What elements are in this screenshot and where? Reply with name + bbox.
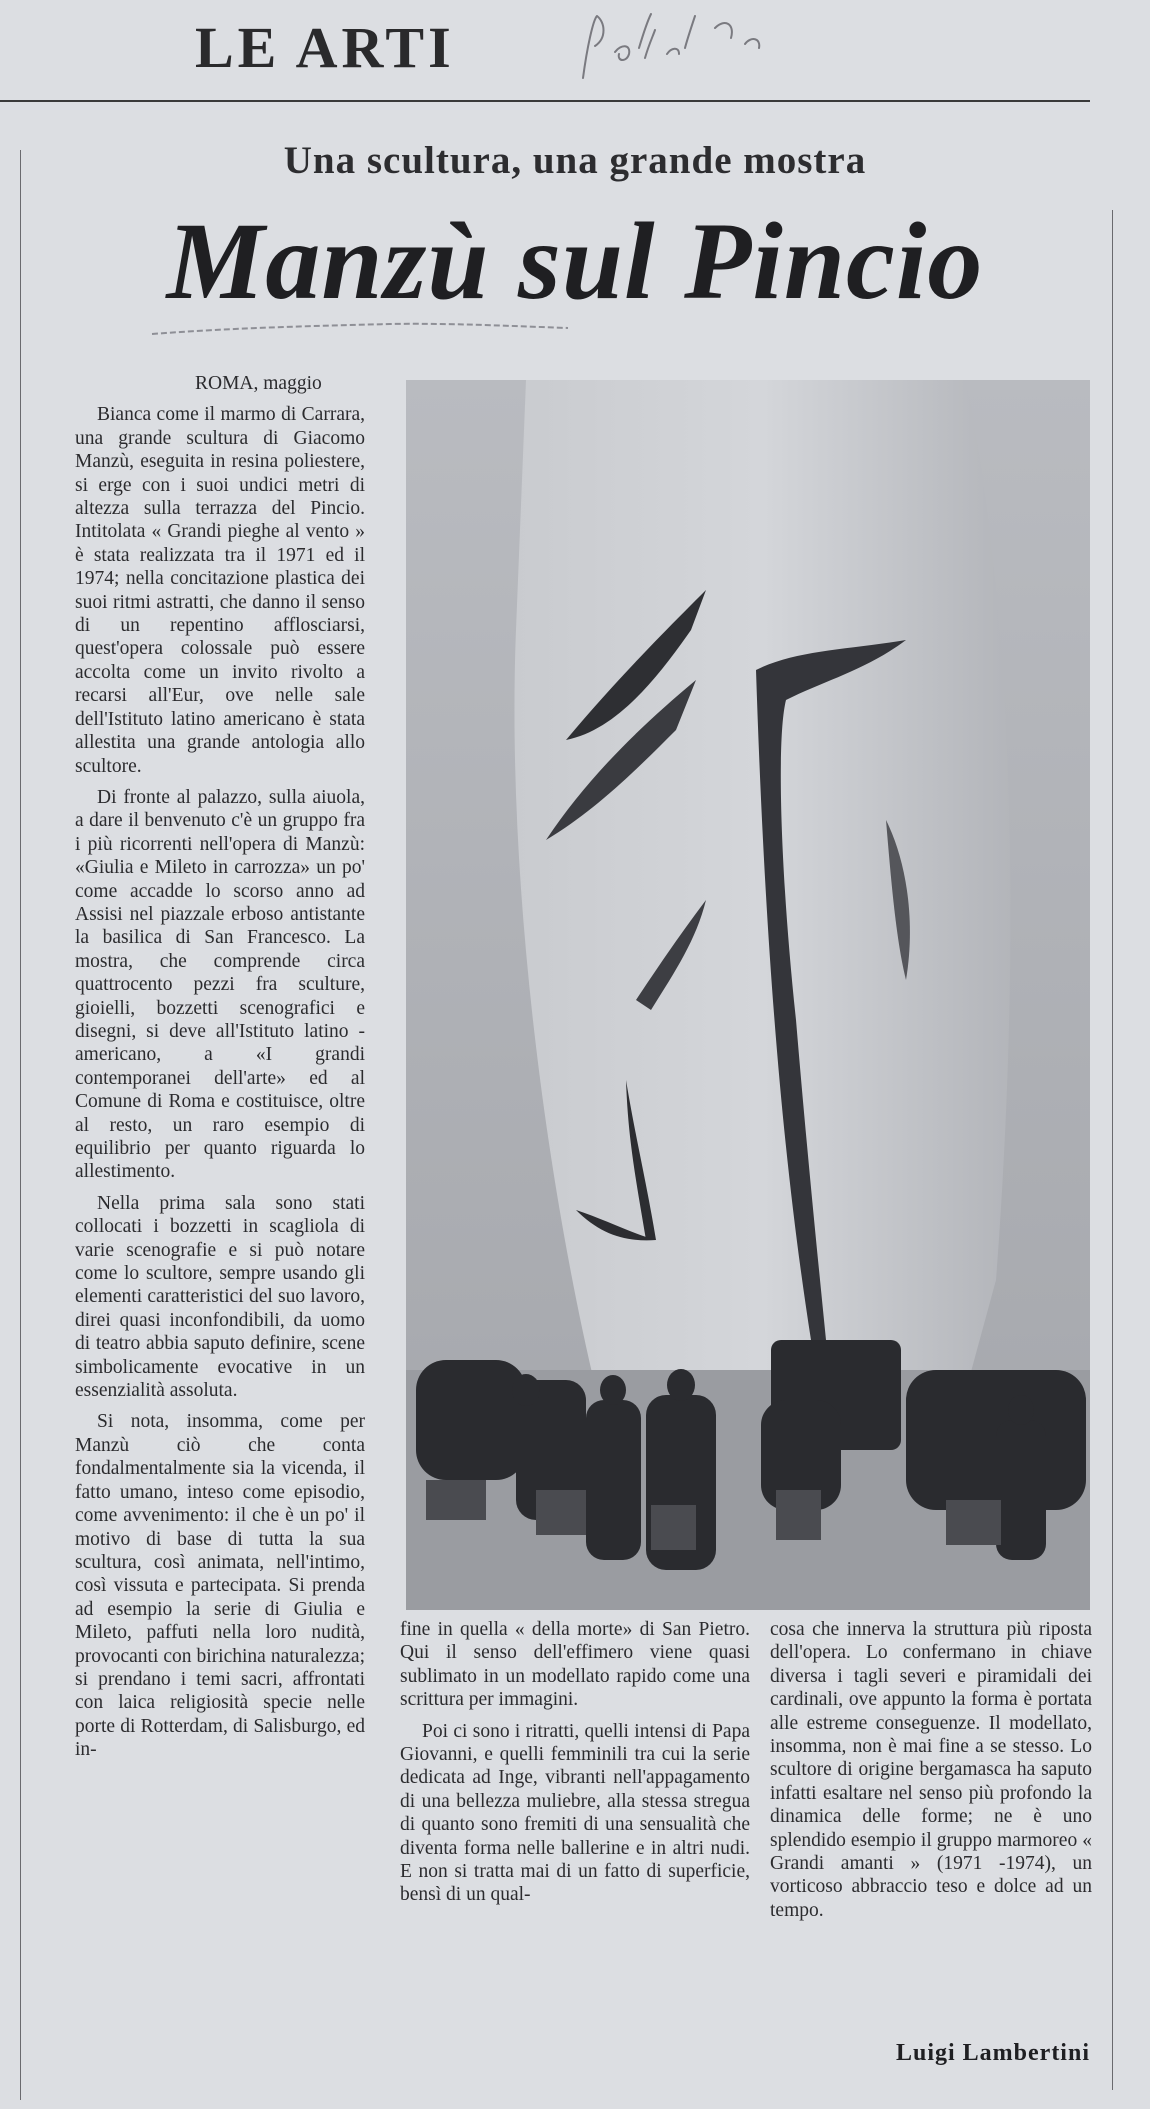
article-headline: Manzù sul Pincio: [166, 200, 984, 322]
handwritten-annotation: [575, 8, 795, 98]
paragraph: Nella prima sala sono stati collocati i bozzetti in scagliola di varie scenografie e si può notare come lo scultore, sempre usando gli elementi caratteristici del suo lavoro, direi quasi inconfondibili, da uomo di teatro abbia saputo definire, scene simbolicamente evocative in un essenzialità assoluta.: [75, 1192, 365, 1402]
paragraph: cosa che innerva la struttura più riposta dell'opera. Lo confermano in chiave diversa i tagli severi e piramidali dei cardinali, ove appunto la forma è portata alle estreme conseguenze. Il modellato, insomma, non è mai fine a se stesso. Lo scultore di origine bergamasca ha saputo infatti esaltare nel senso più profondo la dinamica delle forme; ne è uno splendido esempio il gruppo marmoreo « Grandi amanti » (1971 -1974), un vorticoso abbraccio teso e dolce ad un tempo.: [770, 1619, 1092, 1921]
sculpture-photo: [406, 380, 1090, 1610]
dateline: ROMA, maggio: [195, 373, 322, 394]
byline: Luigi Lambertini: [895, 2040, 1090, 2066]
paragraph: Bianca come il marmo di Carrara, una grande scultura di Giacomo Manzù, eseguita in resina poliestere, si erge con i suoi undici metri di altezza sulla terrazza del Pincio. Intitolata « Grandi pieghe al vento » è stata realizzata tra il 1971 ed il 1974; nella concitazione plastica dei suoi ritmi astratti, che danno il senso di un repentino afflosciarsi, quest'opera colossale può essere accolta come un invito rivolto a recarsi all'Eur, ove nelle sale dell'Istituto latino americano è stata allestita una grande antologia allo scultore.: [75, 404, 365, 777]
section-label: LE ARTI: [195, 15, 455, 80]
paragraph: Si nota, insomma, come per Manzù ciò che conta fondalmentalmente sia la vicenda, il fatto umano, inteso come episodio, come avvenimento: il che è un po' il motivo di base di tutta la sua scultura, così animata, nell'intimo, così vissuta e partecipata. Si prenda ad esempio la serie di Giulia e Mileto, paffuti nella loro nudità, provocanti con birichina naturalezza; si prendano i temi sacri, affrontati con laica religiosità specie nelle porte di Rotterdam, di Salisburgo, ed in-: [75, 1411, 365, 1761]
pencil-underline: [150, 320, 570, 340]
article-kicker: Una scultura, una grande mostra: [283, 139, 867, 182]
column-rule-right: [1112, 210, 1113, 2090]
article-column-1: [75, 372, 365, 1770]
paragraph: Di fronte al palazzo, sulla aiuola, a dare il benvenuto c'è un gruppo fra i più ricorrenti nell'opera di Manzù: «Giulia e Mileto in carrozza» un po' come accadde lo scorso anno ad Assisi nel piazzale erboso antistante la basilica di San Francesco. La mostra, che comprende circa quattrocento pezzi fra sculture, gioielli, bozzetti scenografici e disegni, si deve all'Istituto latino - americano, a «I grandi contemporanei dell'arte» ed al Comune di Roma e costituisce, oltre al resto, un raro esempio di equilibrio per quanto riguarda lo allestimento.: [75, 786, 365, 1183]
article-column-2: [400, 1618, 750, 1915]
article-column-3: [770, 1618, 1092, 1930]
column-rule-left: [20, 150, 21, 2100]
header-rule: [0, 100, 1090, 102]
paragraph: fine in quella « della morte» di San Pietro. Qui il senso dell'effimero viene quasi sublimato in un modellato rapido come una scrittura per immagini.: [400, 1619, 750, 1711]
paragraph: Poi ci sono i ritratti, quelli intensi di Papa Giovanni, e quelli femminili tra cui la serie dedicata ad Inge, vibranti nell'appagamento di una bellezza muliebre, alla stessa stregua di quanto sono fremiti di una sensualità che diventa forma nelle ballerine e in altri nudi. E non si tratta mai di un fatto di superficie, bensì di un qual-: [400, 1720, 750, 1906]
